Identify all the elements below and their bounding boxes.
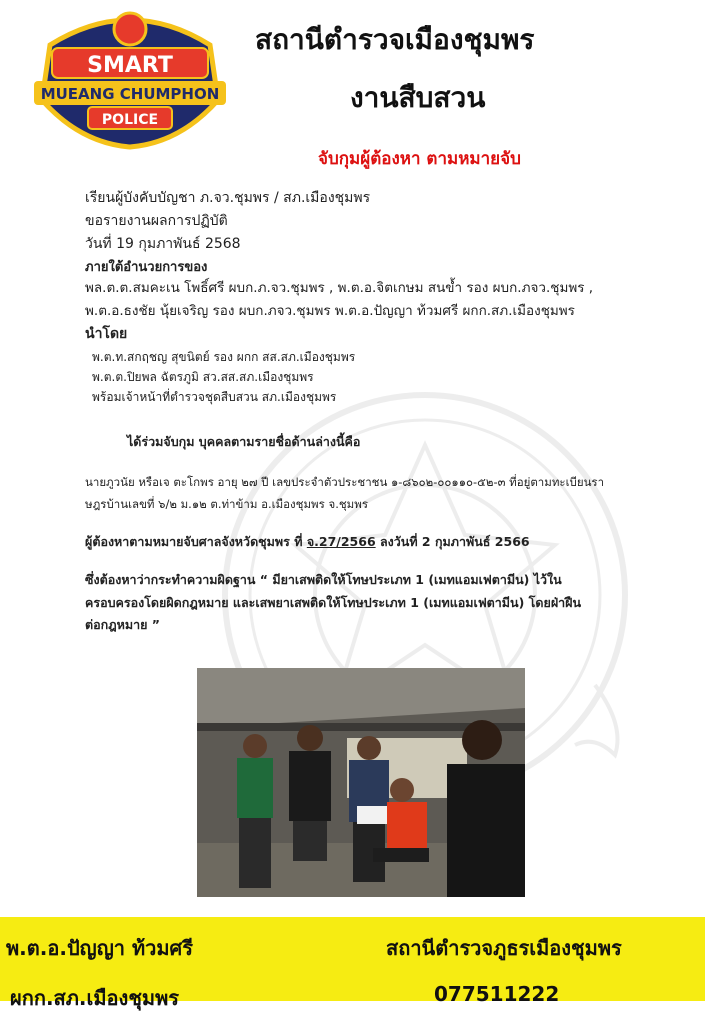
logo-bottom-text: POLICE xyxy=(101,112,159,128)
authority-line-1: พล.ต.ต.สมคะเน โพธิ์ศรี ผบก.ภ.จว.ชุมพร , พ.ต.อ.จิตเกษม สนข้ำ รอง ผบก.ภจว.ชุมพร , xyxy=(85,280,594,296)
led-by-line-1: พ.ต.ท.สกฤชญ สุขนิตย์ รอง ผกก สส.สภ.เมืองชุมพร xyxy=(92,350,356,364)
authority-heading: ภายใต้อำนวยการของ xyxy=(85,260,208,275)
department-title: งานสืบสวน xyxy=(350,81,486,114)
led-by-heading: นำโดย xyxy=(85,326,128,342)
warrant-number: จ.27/2566 xyxy=(306,534,376,549)
arrest-photo xyxy=(197,668,525,897)
charge-line-1: ซึ่งต้องหาว่ากระทำความผิดฐาน “ มียาเสพติดให้โทษประเภท 1 (เมทแอมเฟตามีน) ไว้ใน xyxy=(85,572,562,587)
charge-line-2: ครอบครองโดยผิดกฎหมาย และเสพยาเสพติดให้โทษประเภท 1 (เมทแอมเฟตามีน) โดยฝ่าฝืน xyxy=(85,595,582,610)
report-addressee: เรียนผู้บังคับบัญชา ภ.จว.ชุมพร / สภ.เมืองชุมพร xyxy=(85,190,371,206)
suspect-line-2: ษฎรบ้านเลขที่ ๖/๒ ม.๑๒ ต.ท่าข้าม อ.เมืองชุมพร จ.ชุมพร xyxy=(85,497,369,511)
suspect-line-1: นายภูวนัย หรือเจ ตะโกพร อายุ ๒๗ ปี เลขประจำตัวประชาชน ๑-๘๖๐๒-๐๐๑๑๐-๕๒-๓ ที่อยู่ตามทะเบียนรา xyxy=(85,475,605,489)
charge-line-3: ต่อกฎหมาย ” xyxy=(85,617,160,632)
footer-commander-title: ผกก.สภ.เมืองชุมพร xyxy=(10,986,180,1010)
logo-middle-text: MUEANG CHUMPHON xyxy=(40,85,220,103)
arrest-heading: ได้ร่วมจับกุม บุคคลตามรายชื่อด้านล่างนี้คือ xyxy=(127,434,361,449)
warrant-prefix: ผู้ต้องหาตามหมายจับศาลจังหวัดชุมพร ที่ xyxy=(85,534,307,549)
footer-phone: 077511222 xyxy=(434,982,560,1006)
warrant-line xyxy=(85,532,530,552)
report-date: วันที่ 19 กุมภาพันธ์ 2568 xyxy=(85,236,241,252)
report-subtitle: จับกุมผู้ต้องหา ตามหมายจับ xyxy=(318,149,521,169)
warrant-suffix: ลงวันที่ 2 กุมภาพันธ์ 2566 xyxy=(375,534,530,549)
station-title: สถานีตำรวจเมืองชุมพร xyxy=(255,23,535,56)
police-badge-logo xyxy=(30,5,230,150)
logo-top-text: SMART xyxy=(87,53,173,78)
footer-commander-name: พ.ต.อ.ปัญญา ท้วมศรี xyxy=(6,936,193,960)
led-by-line-2: พ.ต.ต.ปิยพล ฉัตรภูมิ สว.สส.สภ.เมืองชุมพร xyxy=(92,370,314,384)
footer-station-name: สถานีตำรวจภูธรเมืองชุมพร xyxy=(386,936,622,960)
report-subject: ขอรายงานผลการปฏิบัติ xyxy=(85,213,228,229)
led-by-line-3: พร้อมเจ้าหน้าที่ตำรวจชุดสืบสวน สภ.เมืองชุมพร xyxy=(92,390,337,404)
authority-line-2: พ.ต.อ.ธงชัย นุ้ยเจริญ รอง ผบก.ภจว.ชุมพร พ.ต.อ.ปัญญา ท้วมศรี ผกก.สภ.เมืองชุมพร xyxy=(85,303,575,319)
